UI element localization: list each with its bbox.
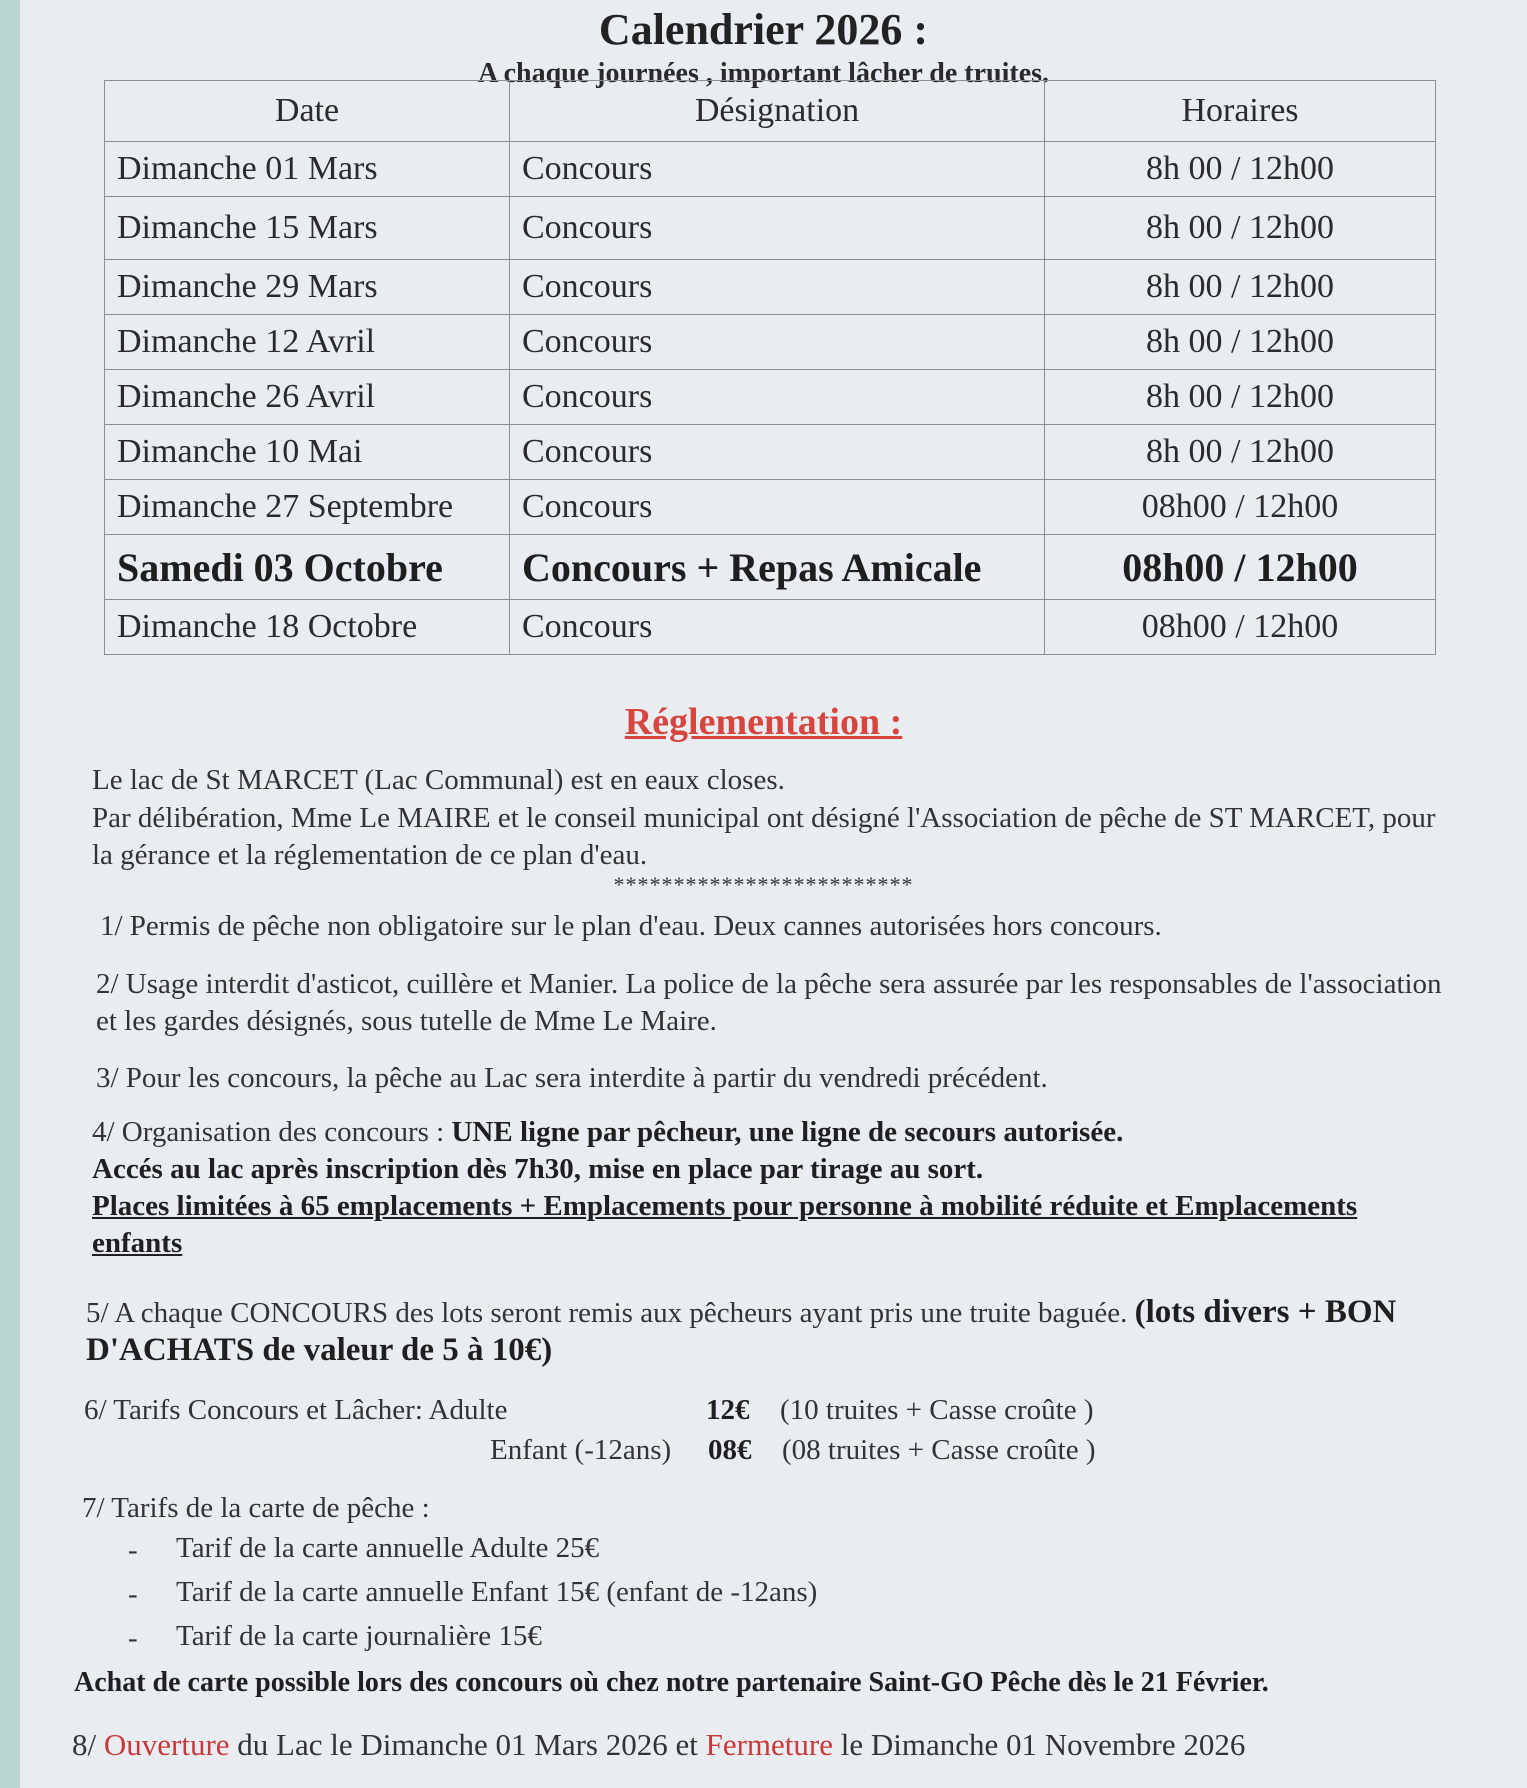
rule-4 [92, 1114, 1452, 1262]
child-price-value: 08€ [708, 1434, 752, 1466]
calendar-table [104, 80, 1436, 655]
cell-date: Dimanche 27 Septembre [105, 480, 510, 535]
cell-designation: Concours [510, 142, 1045, 197]
cell-date: Dimanche 15 Mars [105, 197, 510, 260]
cell-horaires: 08h00 / 12h00 [1045, 535, 1436, 600]
rule-5-bold: (lots divers + BON D'ACHATS de valeur de 5 à 10€) [86, 1294, 1397, 1368]
rule-4-bold: UNE ligne par pêcheur, une ligne de secours autorisée. [451, 1116, 1124, 1148]
rule-4-line-3: Places limitées à 65 emplacements + Emplacements pour personne à mobilité réduite et Emplacements enfants [92, 1190, 1358, 1259]
rule-6-child-price [708, 1432, 752, 1469]
cell-date: Samedi 03 Octobre [105, 535, 510, 600]
rule-4-line-2: Accés au lac après inscription dès 7h30, mise en place par tirage au sort. [92, 1153, 984, 1185]
rule-2: 2/ Usage interdit d'asticot, cuillère et Manier. La police de la pêche sera assurée par les responsables de l'association et les gardes désignés, sous tutelle de Mme Le Maire. [96, 968, 1442, 1037]
list-item: Tarif de la carte journalière 15€ [176, 1620, 542, 1652]
list-bullet: - [128, 1622, 138, 1654]
cell-designation: Concours [510, 197, 1045, 260]
cell-date: Dimanche 01 Mars [105, 142, 510, 197]
cell-designation: Concours [510, 425, 1045, 480]
column-header-horaires: Horaires [1045, 81, 1436, 142]
table-row [105, 480, 1436, 535]
intro-line-1: Le lac de St MARCET (Lac Communal) est en eaux closes. [92, 764, 785, 796]
rule-8-number: 8/ [72, 1727, 104, 1762]
rule-8-text-1: du Lac le Dimanche 01 Mars 2026 et [229, 1727, 706, 1762]
cell-date: Dimanche 12 Avril [105, 315, 510, 370]
cell-horaires: 8h 00 / 12h00 [1045, 370, 1436, 425]
adult-price-value: 12€ [706, 1394, 750, 1426]
table-row [105, 197, 1436, 260]
table-row [105, 260, 1436, 315]
rule-6-label: 6/ Tarifs Concours et Lâcher: Adulte [84, 1394, 508, 1426]
table-row [105, 370, 1436, 425]
cell-designation: Concours [510, 315, 1045, 370]
cell-date: Dimanche 29 Mars [105, 260, 510, 315]
table-row [105, 600, 1436, 655]
list-item: Tarif de la carte annuelle Enfant 15€ (enfant de -12ans) [176, 1576, 818, 1608]
table-header-row [105, 81, 1436, 142]
cell-horaires: 8h 00 / 12h00 [1045, 260, 1436, 315]
cell-designation: Concours [510, 370, 1045, 425]
rule-8 [72, 1726, 1245, 1763]
cell-horaires: 8h 00 / 12h00 [1045, 142, 1436, 197]
list-bullet: - [128, 1534, 138, 1566]
table-row [105, 425, 1436, 480]
cell-horaires: 8h 00 / 12h00 [1045, 425, 1436, 480]
rule-5-lead: 5/ A chaque CONCOURS des lots seront remis aux pêcheurs ayant pris une truite baguée. [86, 1297, 1135, 1329]
rule-7-note: Achat de carte possible lors des concours où chez notre partenaire Saint-GO Pêche dès le 21 Février. [74, 1667, 1269, 1698]
cell-date: Dimanche 10 Mai [105, 425, 510, 480]
page-subtitle: A chaque journées , important lâcher de truites. [477, 58, 1050, 89]
list-item: Tarif de la carte annuelle Adulte 25€ [176, 1532, 600, 1564]
cell-horaires: 08h00 / 12h00 [1045, 480, 1436, 535]
opening-label: Ouverture [103, 1727, 230, 1762]
table-row [105, 142, 1436, 197]
rule-6-adult-price [706, 1392, 750, 1429]
cell-designation: Concours + Repas Amicale [510, 535, 1045, 600]
table-row-highlight [105, 535, 1436, 600]
cell-designation: Concours [510, 600, 1045, 655]
cell-date: Dimanche 26 Avril [105, 370, 510, 425]
rule-3: 3/ Pour les concours, la pêche au Lac sera interdite à partir du vendredi précédent. [96, 1062, 1048, 1094]
cell-horaires: 8h 00 / 12h00 [1045, 197, 1436, 260]
column-header-designation: Désignation [510, 81, 1045, 142]
rule-4-lead: 4/ Organisation des concours : [92, 1116, 452, 1148]
rule-1: 1/ Permis de pêche non obligatoire sur le plan d'eau. Deux cannes autorisées hors concours. [100, 910, 1162, 942]
cell-date: Dimanche 18 Octobre [105, 600, 510, 655]
rule-6-child-label: Enfant (-12ans) [490, 1434, 672, 1466]
rule-7-title: 7/ Tarifs de la carte de pêche : [82, 1492, 430, 1524]
rules-title: Réglementation : [624, 701, 903, 743]
rule-5 [86, 1294, 1451, 1370]
intro-line-2: Par délibération, Mme Le MAIRE et le conseil municipal ont désigné l'Association de pêche de ST MARCET, pour la gérance et la réglementation de ce plan d'eau. [92, 802, 1436, 871]
list-bullet: - [128, 1578, 138, 1610]
cell-horaires: 8h 00 / 12h00 [1045, 315, 1436, 370]
closing-label: Fermeture [705, 1727, 833, 1762]
column-header-date: Date [105, 81, 510, 142]
table-row [105, 315, 1436, 370]
cell-designation: Concours [510, 480, 1045, 535]
cell-designation: Concours [510, 260, 1045, 315]
cell-horaires: 08h00 / 12h00 [1045, 600, 1436, 655]
rule-6-child-detail: (08 truites + Casse croûte ) [782, 1434, 1096, 1466]
separator-stars: ************************* [613, 872, 914, 897]
page-title: Calendrier 2026 : [598, 5, 929, 54]
rule-6-adult-detail: (10 truites + Casse croûte ) [780, 1394, 1094, 1426]
rule-8-text-2: le Dimanche 01 Novembre 2026 [833, 1727, 1246, 1762]
